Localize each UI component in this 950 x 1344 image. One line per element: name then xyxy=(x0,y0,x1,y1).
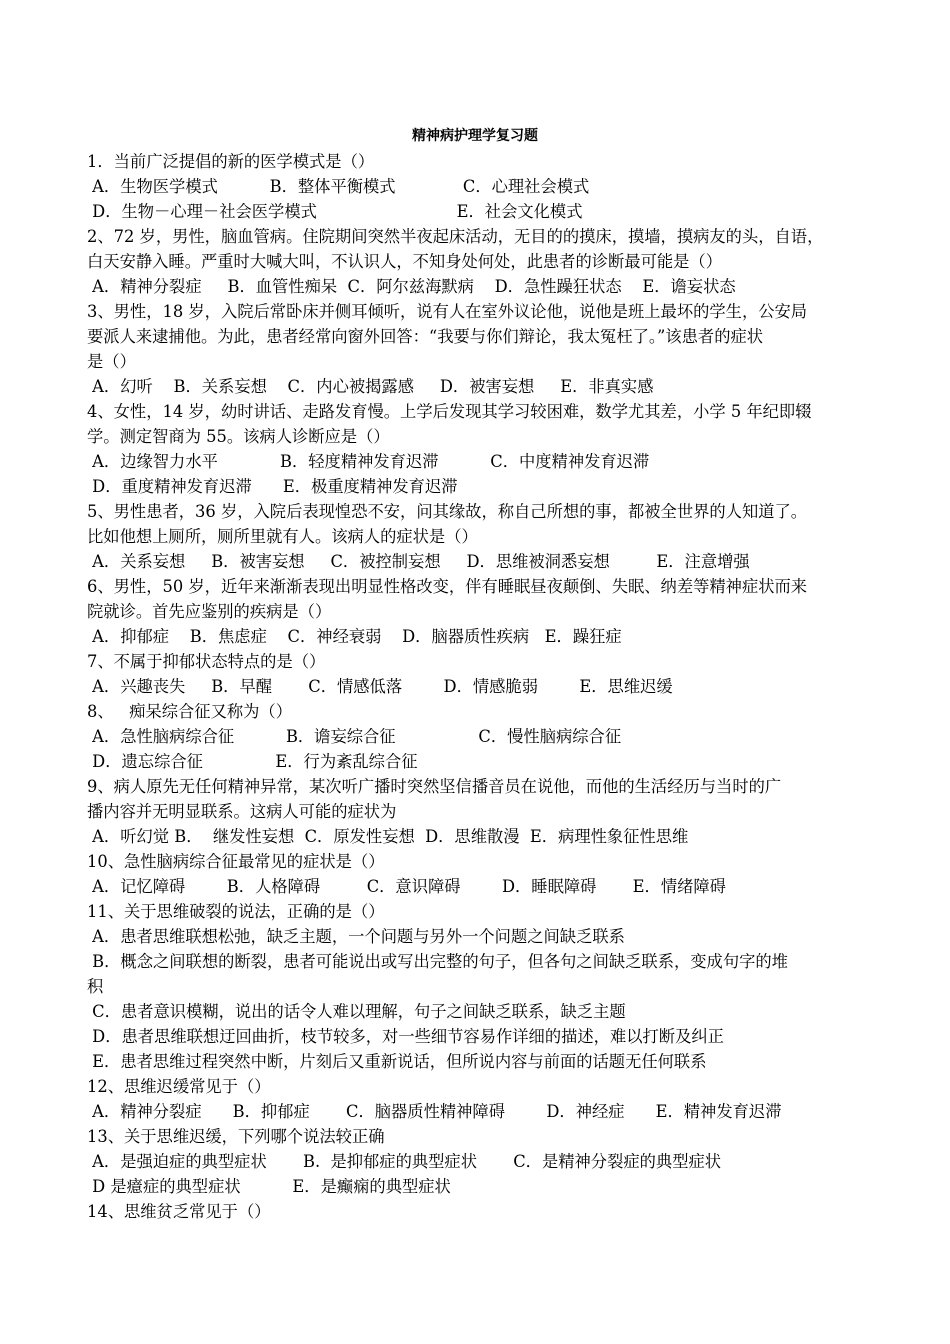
question-10-options: A．记忆障碍 B．人格障碍 C．意识障碍 D．睡眠障碍 E．情绪障碍 xyxy=(87,877,726,896)
question-1-options-row-2: D．生物－心理－社会医学模式 E．社会文化模式 xyxy=(87,202,583,221)
question-11-stem: 11、关于思维破裂的说法，正确的是（） xyxy=(87,902,385,921)
question-14-stem: 14、思维贫乏常见于（） xyxy=(87,1202,271,1221)
question-1-stem: 1．当前广泛提倡的新的医学模式是（） xyxy=(87,152,375,171)
question-4-options-row-1: A．边缘智力水平 B．轻度精神发育迟滞 C．中度精神发育迟滞 xyxy=(87,452,650,471)
question-8-options-row-1: A．急性脑病综合征 B．谵妄综合征 C．慢性脑病综合征 xyxy=(87,727,622,746)
question-6-stem-cont: 院就诊。首先应鉴别的疾病是（） xyxy=(87,602,332,621)
question-12-options: A．精神分裂症 B．抑郁症 C．脑器质性精神障碍 D．神经症 E．精神发育迟滞 xyxy=(87,1102,782,1121)
question-11-option-a: A．患者思维联想松弛，缺乏主题，一个问题与另外一个问题之间缺乏联系 xyxy=(87,927,625,946)
question-11-option-e: E．患者思维过程突然中断，片刻后又重新说话，但所说内容与前面的话题无任何联系 xyxy=(87,1052,707,1071)
question-6-stem: 6、男性，50 岁，近年来渐渐表现出明显性格改变，伴有睡眠昼夜颠倒、失眠、纳差等精神症状而来 xyxy=(87,577,808,596)
question-3-stem-end: 是（） xyxy=(87,352,136,371)
document-title: 精神病护理学复习题 xyxy=(412,128,538,144)
question-13-stem: 13、关于思维迟缓，下列哪个说法较正确 xyxy=(87,1127,385,1146)
question-5-stem: 5、男性患者，36 岁，入院后表现惶恐不安，问其缘故，称自己所想的事，都被全世界的人知道了。 xyxy=(87,502,808,521)
question-11-option-c: C．患者意识模糊，说出的话令人难以理解，句子之间缺乏联系，缺乏主题 xyxy=(87,1002,626,1021)
question-7-options: A．兴趣丧失 B．早醒 C．情感低落 D．情感脆弱 E．思维迟缓 xyxy=(87,677,673,696)
question-8-options-row-2: D．遗忘综合征 E．行为紊乱综合征 xyxy=(87,752,418,771)
question-11-option-d: D．患者思维联想迂回曲折，枝节较多，对一些细节容易作详细的描述，难以打断及纠正 xyxy=(87,1027,724,1046)
question-11-option-b-cont: 积 xyxy=(87,977,104,996)
question-5-stem-cont: 比如他想上厕所，厕所里就有人。该病人的症状是（） xyxy=(87,527,478,546)
question-3-options: A．幻听 B．关系妄想 C．内心被揭露感 D．被害妄想 E．非真实感 xyxy=(87,377,654,396)
question-12-stem: 12、思维迟缓常见于（） xyxy=(87,1077,271,1096)
question-2-options: A．精神分裂症 B．血管性痴呆 C．阿尔兹海默病 D．急性躁狂状态 E．谵妄状态 xyxy=(87,277,736,296)
question-9-options: A．听幻觉 B． 继发性妄想 C．原发性妄想 D．思维散漫 E．病理性象征性思维 xyxy=(87,827,689,846)
question-4-stem: 4、女性，14 岁，幼时讲话、走路发育慢。上学后发现其学习较困难，数学尤其差，小学 5 年纪即辍 xyxy=(87,402,812,421)
question-4-options-row-2: D．重度精神发育迟滞 E．极重度精神发育迟滞 xyxy=(87,477,458,496)
question-10-stem: 10、急性脑病综合征最常见的症状是（） xyxy=(87,852,385,871)
question-4-stem-cont: 学。测定智商为 55。该病人诊断应是（） xyxy=(87,427,390,446)
question-9-stem: 9、病人原先无任何精神异常，某次听广播时突然坚信播音员在说他，而他的生活经历与当时的广 xyxy=(87,777,782,796)
question-3-stem-cont: 要派人来逮捕他。为此，患者经常向窗外回答：“我要与你们辩论，我太冤枉了。”该患者的症状 xyxy=(87,327,764,346)
question-6-options: A．抑郁症 B．焦虑症 C．神经衰弱 D．脑器质性疾病 E．躁狂症 xyxy=(87,627,622,646)
question-2-stem: 2、72 岁，男性，脑血管病。住院期间突然半夜起床活动，无目的的摸床，摸墙，摸病友的头，自语， xyxy=(87,227,824,246)
question-9-stem-cont: 播内容并无明显联系。这病人可能的症状为 xyxy=(87,802,397,821)
question-5-options: A．关系妄想 B．被害妄想 C．被控制妄想 D．思维被洞悉妄想 E．注意增强 xyxy=(87,552,750,571)
question-2-stem-cont: 白天安静入睡。严重时大喊大叫，不认识人，不知身处何处，此患者的诊断最可能是（） xyxy=(87,252,722,271)
question-3-stem: 3、男性，18 岁，入院后常卧床并侧耳倾听，说有人在室外议论他，说他是班上最坏的学生，公安局 xyxy=(87,302,808,321)
question-13-options-row-1: A．是强迫症的典型症状 B. 是抑郁症的典型症状 C．是精神分裂症的典型症状 xyxy=(87,1152,722,1171)
question-7-stem: 7、不属于抑郁状态特点的是（） xyxy=(87,652,326,671)
question-8-stem: 8、 痴呆综合征又称为（） xyxy=(87,702,292,721)
question-1-options-row-1: A．生物医学模式 B．整体平衡模式 C．心理社会模式 xyxy=(87,177,590,196)
question-13-options-row-2: D 是癔症的典型症状 E．是癫痫的典型症状 xyxy=(87,1177,451,1196)
question-11-option-b: B．概念之间联想的断裂，患者可能说出或写出完整的句子，但各句之间缺乏联系，变成句字的堆 xyxy=(87,952,788,971)
